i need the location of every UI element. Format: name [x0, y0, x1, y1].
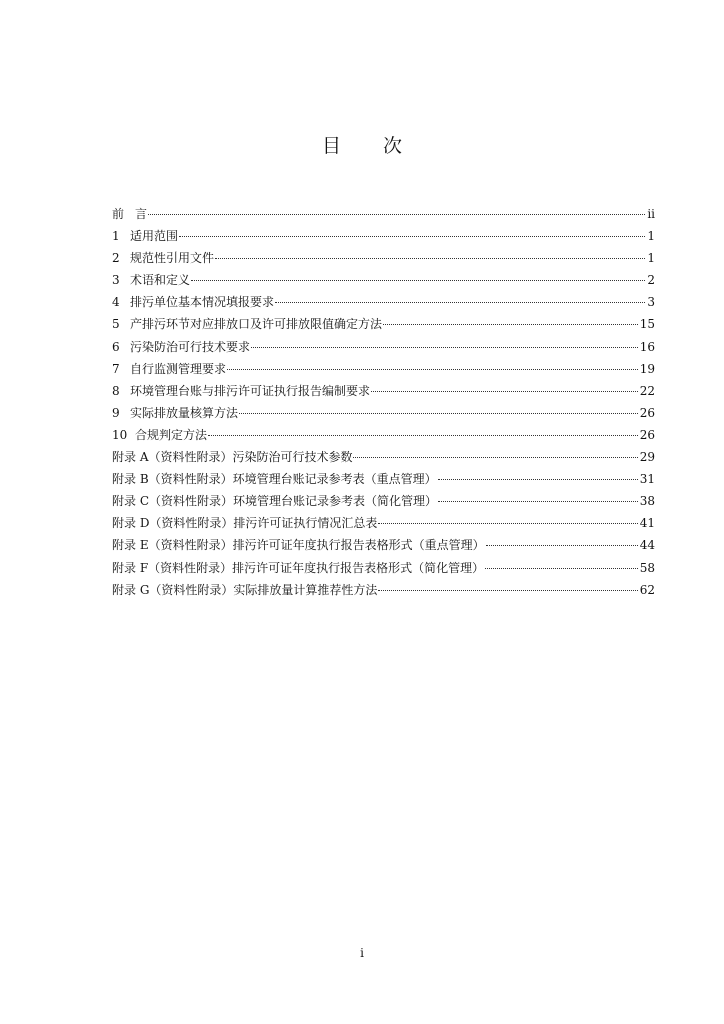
toc-entry-label: 附录 A（资料性附录）污染防治可行技术参数 — [112, 450, 353, 465]
toc-entry-number: 9 — [112, 405, 120, 420]
toc-entry-appendix-a[interactable] — [112, 449, 655, 471]
toc-entry-page: 41 — [639, 516, 655, 531]
toc-entry-page: 44 — [639, 538, 655, 553]
toc-leader-dots — [227, 369, 638, 370]
toc-entry-label: 附录 F（资料性附录）排污许可证年度执行报告表格形式（简化管理） — [112, 560, 485, 575]
toc-entry-page: 29 — [639, 450, 655, 465]
toc-entry-5[interactable] — [112, 316, 655, 338]
toc-entry-number: 4 — [112, 295, 120, 310]
toc-entry-appendix-c[interactable] — [112, 493, 655, 515]
toc-entry-1[interactable] — [112, 228, 655, 250]
toc-leader-dots — [191, 280, 645, 281]
toc-leader-dots — [378, 523, 637, 524]
toc-entry-number: 8 — [112, 383, 120, 398]
toc-entry-label: 附录 E（资料性附录）排污许可证年度执行报告表格形式（重点管理） — [112, 538, 485, 553]
toc-leader-dots — [438, 479, 638, 480]
toc-leader-dots — [485, 568, 638, 569]
toc-entry-preface[interactable] — [112, 206, 655, 228]
toc-leader-dots — [275, 302, 645, 303]
toc-entry-label: 规范性引用文件 — [130, 251, 215, 266]
toc-entry-page: 2 — [647, 273, 655, 288]
toc-entry-appendix-g[interactable] — [112, 582, 655, 604]
toc-entry-number: 7 — [112, 361, 120, 376]
toc-entry-label: 附录 B（资料性附录）环境管理台账记录参考表（重点管理） — [112, 472, 437, 487]
toc-leader-dots — [371, 391, 638, 392]
toc-entry-page: 22 — [639, 383, 655, 398]
toc-leader-dots — [148, 214, 645, 215]
page-number: i — [360, 946, 364, 960]
table-of-contents — [112, 206, 655, 604]
toc-entry-page: 16 — [639, 339, 655, 354]
toc-entry-appendix-f[interactable] — [112, 560, 655, 582]
toc-entry-label: 附录 G（资料性附录）实际排放量计算推荐性方法 — [112, 582, 378, 597]
toc-entry-page: 3 — [647, 295, 655, 310]
toc-leader-dots — [378, 590, 637, 591]
toc-entry-4[interactable] — [112, 294, 655, 316]
toc-entry-number: 前 — [112, 207, 125, 221]
toc-entry-page: 62 — [639, 582, 655, 597]
toc-leader-dots — [179, 236, 645, 237]
toc-entry-label: 环境管理台账与排污许可证执行报告编制要求 — [130, 383, 371, 398]
toc-entry-number: 6 — [112, 339, 120, 354]
toc-entry-label: 排污单位基本情况填报要求 — [130, 295, 275, 310]
toc-leader-dots — [239, 413, 638, 414]
toc-entry-3[interactable] — [112, 272, 655, 294]
toc-entry-label: 术语和定义 — [130, 273, 191, 288]
toc-entry-page: 19 — [639, 361, 655, 376]
toc-entry-7[interactable] — [112, 361, 655, 383]
toc-entry-label: 污染防治可行技术要求 — [130, 339, 251, 354]
toc-entry-page: 31 — [639, 472, 655, 487]
toc-entry-label: 合规判定方法 — [135, 427, 208, 442]
toc-entry-appendix-d[interactable] — [112, 515, 655, 537]
toc-entry-label: 自行监测管理要求 — [130, 361, 227, 376]
toc-leader-dots — [251, 347, 638, 348]
toc-entry-number: 1 — [112, 229, 120, 244]
toc-leader-dots — [486, 545, 638, 546]
toc-entry-9[interactable] — [112, 405, 655, 427]
toc-entry-page: 15 — [639, 317, 655, 332]
toc-entry-label: 适用范围 — [130, 229, 179, 244]
toc-entry-page: 58 — [639, 560, 655, 575]
toc-entry-page: 26 — [639, 405, 655, 420]
toc-entry-page: 26 — [639, 427, 655, 442]
toc-leader-dots — [438, 501, 638, 502]
toc-entry-2[interactable] — [112, 250, 655, 272]
toc-entry-8[interactable] — [112, 383, 655, 405]
toc-entry-label: 附录 C（资料性附录）环境管理台账记录参考表（简化管理） — [112, 494, 437, 509]
toc-leader-dots — [353, 457, 637, 458]
toc-entry-label: 附录 D（资料性附录）排污许可证执行情况汇总表 — [112, 516, 378, 531]
toc-leader-dots — [215, 258, 645, 259]
toc-entry-label: 言 — [135, 207, 148, 221]
page-title: 目 次 — [321, 135, 421, 157]
toc-leader-dots — [208, 435, 638, 436]
toc-entry-label: 产排污环节对应排放口及许可排放限值确定方法 — [130, 317, 383, 332]
toc-entry-10[interactable] — [112, 427, 655, 449]
toc-entry-appendix-e[interactable] — [112, 537, 655, 559]
toc-entry-appendix-b[interactable] — [112, 471, 655, 493]
toc-entry-number: 5 — [112, 317, 120, 332]
toc-entry-page: 1 — [647, 251, 655, 266]
toc-entry-number: 3 — [112, 273, 120, 288]
toc-entry-page: 1 — [647, 229, 655, 244]
toc-entry-number: 2 — [112, 251, 120, 266]
toc-leader-dots — [383, 324, 638, 325]
toc-entry-label: 实际排放量核算方法 — [130, 405, 239, 420]
toc-entry-6[interactable] — [112, 339, 655, 361]
toc-entry-page: 38 — [639, 494, 655, 509]
toc-entry-number: 10 — [112, 427, 128, 442]
toc-entry-page: ii — [647, 207, 655, 221]
